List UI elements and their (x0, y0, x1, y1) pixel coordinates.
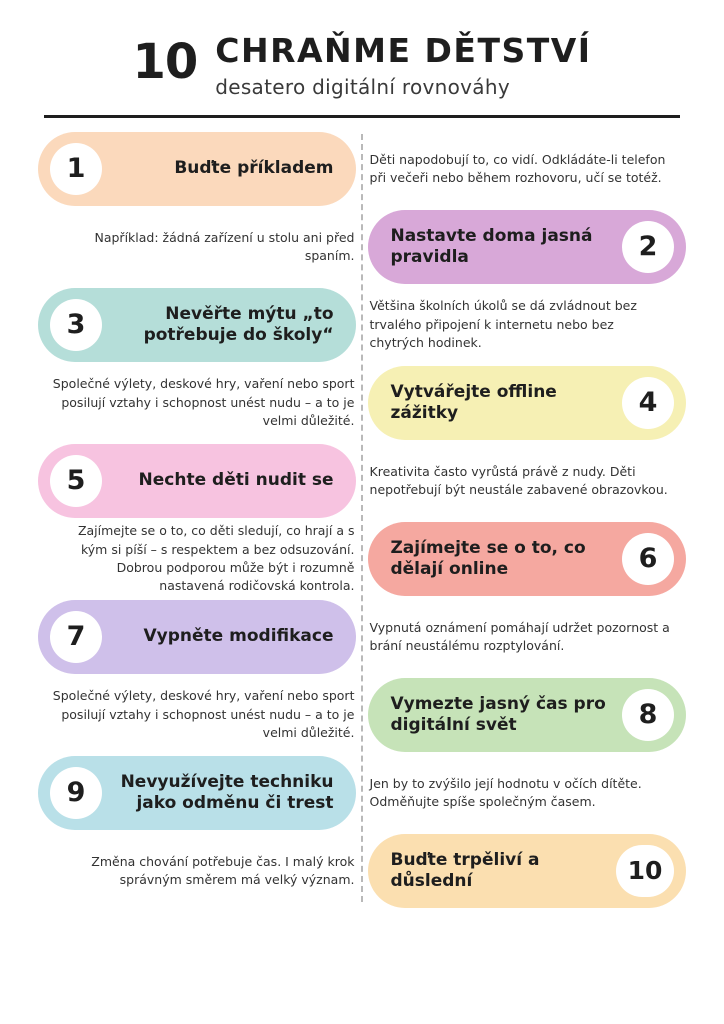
tip-label: Vymezte jasný čas pro digitální svět (390, 693, 606, 735)
tip-pill[interactable] (368, 522, 686, 596)
tip-note: Vypnutá oznámení pomáhají udržet pozornost a brání neustálému rozptylování. (369, 619, 670, 653)
header-divider-rule (44, 115, 680, 118)
tip-pill[interactable] (38, 756, 356, 830)
tip-note: Například: žádná zařízení u stolu ani před spaním. (94, 229, 355, 263)
tip-number-badge: 9 (50, 767, 102, 819)
tip-label: Vytvářejte offline zážitky (390, 381, 557, 423)
tip-note: Společné výlety, deskové hry, vaření nebo sport posilují vztahy i schopnost unést nudu – a to je velmi důležité. (52, 688, 355, 740)
tip-label: Buďte trpěliví a důslední (390, 849, 540, 891)
tip-number-badge: 6 (622, 533, 674, 585)
tip-note: Změna chování potřebuje čas. I malý krok správným směrem má velký význam. (91, 853, 355, 887)
tip-label: Nevěřte mýtu „to potřebuje do školy“ (143, 303, 334, 345)
tip-label: Buďte příkladem (174, 158, 334, 179)
tip-label: Vypněte modifikace (143, 626, 334, 647)
tip-note: Děti napodobují to, co vidí. Odkládáte-li telefon při večeři nebo během rozhovoru, učí se totéž. (369, 151, 666, 185)
tip-number-badge: 4 (622, 377, 674, 429)
tip-number-badge: 1 (50, 143, 102, 195)
tip-note: Zajímejte se o to, co děti sledují, co hrají a s kým si píší – s respektem a bez odsuzování. Dobrou podporou může být i rozumně nastavená rodičovská kontrola. (77, 523, 355, 593)
tips-list (38, 132, 686, 908)
tip-number-badge: 7 (50, 611, 102, 663)
header-number: 10 (132, 34, 198, 90)
tip-number-badge: 5 (50, 455, 102, 507)
header (38, 0, 686, 118)
tip-note: Jen by to zvýšilo její hodnotu v očích dítěte. Odměňujte spíše společným časem. (369, 775, 642, 809)
page-title: CHRAŇME DĚTSTVÍ (215, 31, 592, 70)
tip-number-badge: 3 (50, 299, 102, 351)
page-subtitle: desatero digitální rovnováhy (215, 74, 510, 99)
tip-note: Kreativita často vyrůstá právě z nudy. Děti nepotřebují být neustále zabavené obrazovkou. (369, 463, 668, 497)
tip-number-badge: 2 (622, 221, 674, 273)
tip-label: Nevyužívejte techniku jako odměnu či trest (120, 771, 334, 813)
tip-number-badge: 8 (622, 689, 674, 741)
header-titles (215, 31, 592, 99)
tip-label: Zajímejte se o to, co dělají online (390, 537, 586, 579)
tip-pill[interactable] (38, 600, 356, 674)
tip-pill[interactable] (38, 288, 356, 362)
tip-pill[interactable] (368, 834, 686, 908)
header-row (38, 31, 686, 99)
tip-note: Společné výlety, deskové hry, vaření nebo sport posilují vztahy i schopnost unést nudu – a to je velmi důležité. (52, 376, 355, 428)
tip-label: Nastavte doma jasná pravidla (390, 225, 593, 267)
tip-pill[interactable] (38, 132, 356, 206)
tip-pill[interactable] (38, 444, 356, 518)
tip-number-badge: 10 (616, 845, 674, 897)
tip-pill[interactable] (368, 366, 686, 440)
tip-label: Nechte děti nudit se (138, 470, 334, 491)
center-dashed-divider (361, 134, 363, 902)
tip-pill[interactable] (368, 678, 686, 752)
tip-note: Většina školních úkolů se dá zvládnout bez trvalého připojení k internetu nebo bez chytrých hodinek. (369, 298, 637, 350)
tip-pill[interactable] (368, 210, 686, 284)
